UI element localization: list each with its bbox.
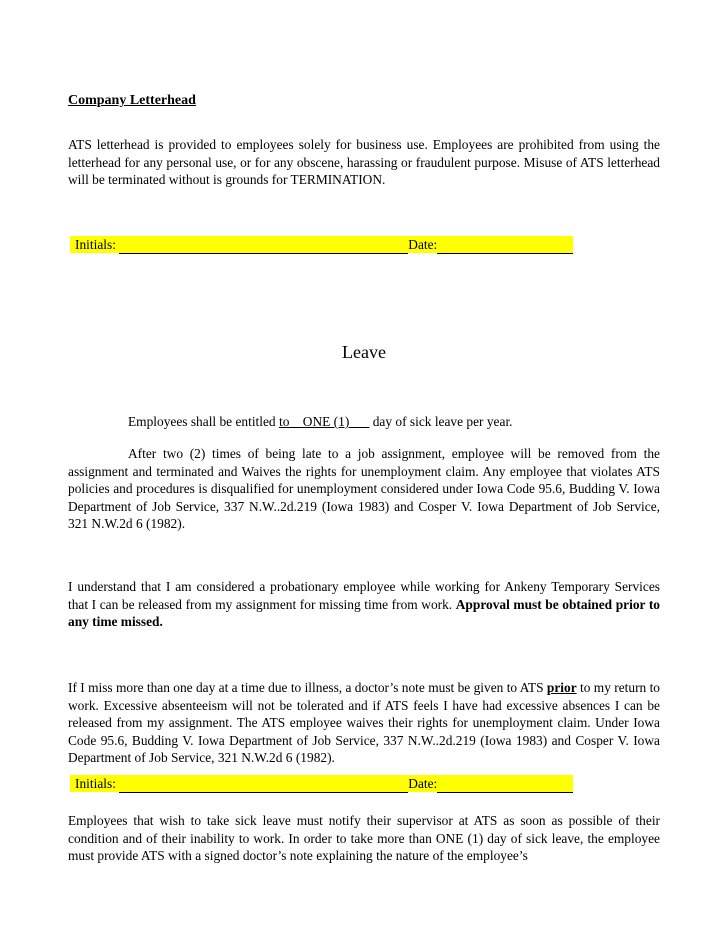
late-paragraph-block xyxy=(68,445,660,533)
initials-date-line-1 xyxy=(70,235,573,254)
initials-date-line-2 xyxy=(70,774,573,793)
initials-date-highlight xyxy=(70,775,573,792)
letterhead-heading: Company Letterhead xyxy=(68,93,196,108)
date-blank xyxy=(437,238,573,254)
date-label: Date: xyxy=(408,237,438,252)
probation-bold: Approval must be obtained prior to any time missed. xyxy=(68,596,660,629)
notify-paragraph: Employees that wish to take sick leave must notify their supervisor at ATS as soon as possible of their condition and of their inability to work. In order to take more than ONE (1) day of sick leave, the employee must provide ATS with a signed doctor’s note explaining the nature of the employee’s xyxy=(68,813,660,863)
initials-label: Initials: xyxy=(75,776,116,791)
initials-label: Initials: xyxy=(75,237,116,252)
illness-after: to my return to work. Excessive absenteeism will not be tolerated and if ATS feels I have had excessive absences I can be released from my assignment. The ATS employee waives their rights for unemployment claim. Under Iowa Code 95.6, Budding V. Iowa Department of Job Service, 337 N.W..2d.219 (Iowa 1983) and Cosper V. Iowa Department of Job Service, 321 N.W.2d 6 (1982). xyxy=(68,680,660,765)
letterhead-paragraph: ATS letterhead is provided to employees solely for business use. Employees are prohibited from using the letterhead for any personal use, or for any obscene, harassing or fraudulent purpose. Misuse of ATS letterhead will be terminated without is grounds for TERMINATION. xyxy=(68,137,660,187)
sick-leave-line xyxy=(128,413,513,431)
initials-date-highlight xyxy=(70,236,573,253)
illness-paragraph xyxy=(68,679,660,767)
illness-before: If I miss more than one day at a time due to illness, a doctor’s note must be given to ATS xyxy=(68,680,547,695)
sick-leave-before: Employees shall be entitled xyxy=(128,414,279,429)
probation-paragraph xyxy=(68,578,660,631)
sick-leave-to: to xyxy=(278,414,290,429)
probation-text: I understand that I am considered a probationary employee while working for Ankeny Temporary Services that I can be released from my assignment for missing time from work. xyxy=(68,579,660,612)
leave-title: Leave xyxy=(342,342,386,362)
initials-blank xyxy=(119,238,408,254)
initials-blank xyxy=(119,777,408,793)
date-label: Date: xyxy=(408,776,438,791)
sick-leave-after: day of sick leave per year. xyxy=(369,414,513,429)
late-paragraph: After two (2) times of being late to a job assignment, employee will be removed from the assignment and terminated and Waives the rights for unemployment claim. Any employee that violates ATS policies and procedures is disqualified for unemployment considered under Iowa Code 95.6, Budding V. Iowa Department of Job Service, 337 N.W..2d.219 (Iowa 1983) and Cosper V. Iowa Department of Job Service, 321 N.W.2d 6 (1982). xyxy=(68,446,660,531)
sick-leave-amount: ONE (1) xyxy=(302,414,350,429)
illness-emphasis: prior xyxy=(546,680,577,695)
date-blank xyxy=(437,777,573,793)
sick-leave-amount-wrapper xyxy=(289,414,369,429)
